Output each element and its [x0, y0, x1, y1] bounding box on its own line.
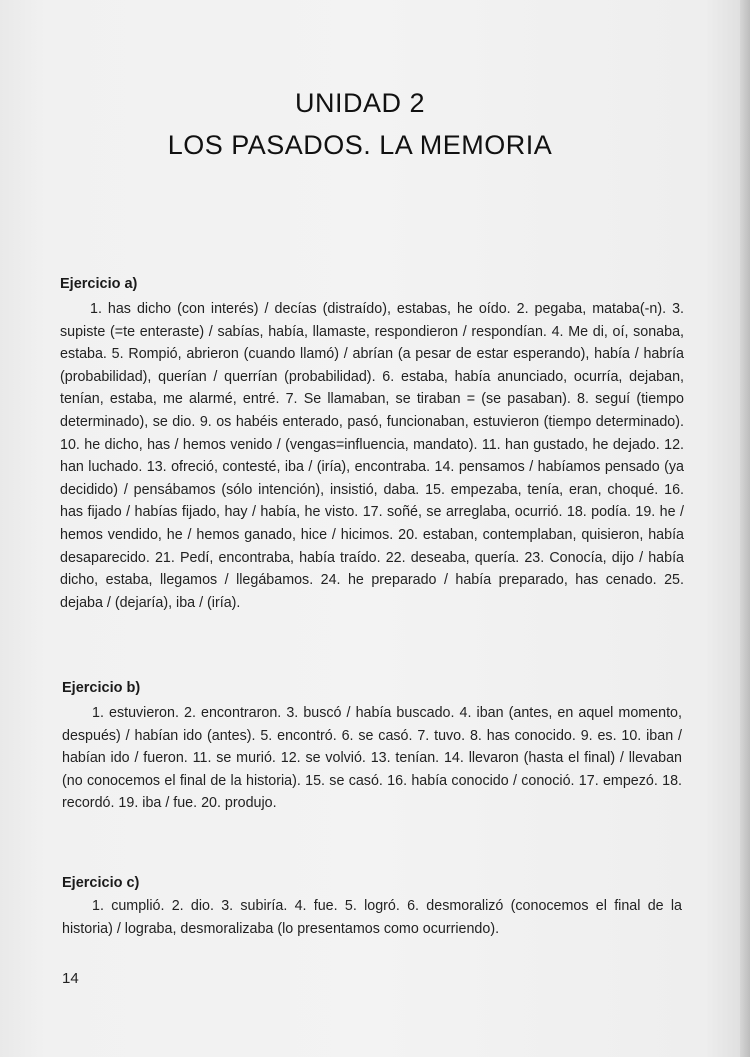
page-number: 14: [62, 970, 79, 987]
exercise-a-answers: 1. has dicho (con interés) / decías (distraído), estabas, he oído. 2. pegaba, mataba(-n). 3. supiste (=te enteraste) / sabías, había, llamaste, respondieron / respondían. 4. Me di, oí, sonaba, estaba. 5. Rompió, abrieron (cuando llamó) / abrían (a pesar de estar esperando), había / habría (probabilidad), querían / querrían (probabilidad). 6. estaba, había anunciado, ocurría, dejaban, tenían, estaba, me alarmé, entré. 7. Se llamaban, se tiraban = (se pasaban). 8. seguí (tiempo determinado), se dio. 9. os habéis enterado, pasó, funcionaban, estuvieron (tiempo determinado). 10. he dicho, has / hemos venido / (vengas=influencia, mandato). 11. han gustado, he dejado. 12. han luchado. 13. ofreció, contesté, iba / (iría), encontraba. 14. pensamos / habíamos pensado (ya decidido) / pensábamos (sólo intención), insistió, daba. 15. empezaba, tenía, eran, choqué. 16. has fijado / habías fijado, hay / había, he visto. 17. soñé, se arreglaba, ocurrió. 18. podía. 19. he / hemos vendido, he / hemos ganado, hice / hicimos. 20. estaban, contemplaban, quisieron, había desaparecido. 21. Pedí, encontraba, había traído. 22. deseaba, quería. 23. Conocía, dijo / había dicho, estaba, llegamos / llegábamos. 24. he preparado / había preparado, has cenado. 25. dejaba / (dejaría), iba / (iría).: [60, 301, 684, 611]
exercise-b-heading: Ejercicio b): [62, 680, 141, 696]
exercise-c-heading: Ejercicio c): [62, 875, 140, 891]
page-edge-shadow: [740, 0, 750, 1057]
exercise-a-heading: Ejercicio a): [60, 276, 138, 292]
exercise-c-answers: 1. cumplió. 2. dio. 3. subiría. 4. fue. 5. logró. 6. desmoralizó (conocemos el final de la historia) / lograba, desmoralizaba (lo presentamos como ocurriendo).: [62, 898, 682, 937]
unit-title: UNIDAD 2: [294, 88, 426, 118]
unit-subtitle: LOS PASADOS. LA MEMORIA: [167, 130, 553, 160]
exercise-b-answers: 1. estuvieron. 2. encontraron. 3. buscó / había buscado. 4. iban (antes, en aquel momento, después) / habían ido (antes). 5. encontró. 6. se casó. 7. tuvo. 8. has conocido. 9. es. 10. iban / habían ido / fueron. 11. se murió. 12. se volvió. 13. tenían. 14. llevaron (hasta el final) / llevaban (no conocemos el final de la historia). 15. se casó. 16. había conocido / conoció. 17. empezó. 18. recordó. 19. iba / fue. 20. produjo.: [62, 705, 682, 812]
